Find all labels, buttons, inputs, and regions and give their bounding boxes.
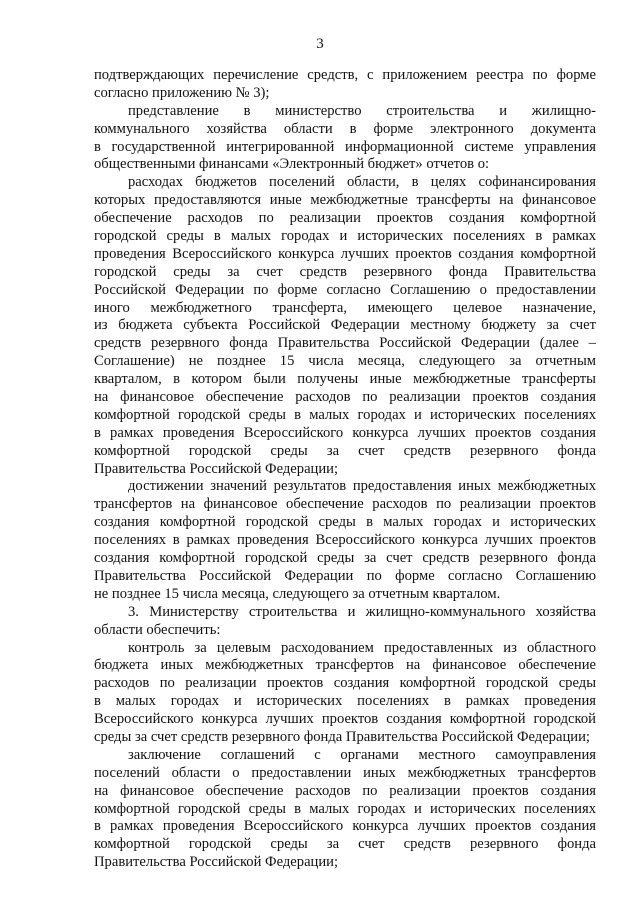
text-line: Правительства Российской Федерации по форме согласно Соглашению (94, 567, 596, 584)
paragraph (94, 103, 596, 175)
text-line: средств резервного фонда Правительства Российской Федерации (далее – (94, 335, 596, 352)
text-line: на финансовое обеспечение расходов по реализации проектов создания (94, 782, 596, 799)
paragraph (94, 478, 596, 603)
text-line: Правительства Российской Федерации; (94, 460, 339, 477)
paragraph (94, 604, 596, 640)
text-line: иного межбюджетного трансферта, имеющего целевое назначение, (94, 299, 596, 316)
paragraph (94, 747, 596, 872)
paragraph (94, 174, 596, 478)
text-line: расходах бюджетов поселений области, в целях софинансирования (128, 174, 596, 191)
text-line: которых предоставляются иные межбюджетные трансферты на финансовое (94, 192, 596, 209)
text-line: достижении значений результатов предоставления иных межбюджетных (128, 478, 596, 495)
text-line: подтверждающих перечисление средств, с приложением реестра по форме (94, 67, 596, 83)
text-line: заключение соглашений с органами местного самоуправления (128, 746, 596, 763)
text-line: городской среды в малых городах и исторических поселениях в рамках (94, 228, 596, 245)
text-line: контроль за целевым расходованием предоставленных из областного (128, 639, 596, 656)
text-line: поселений области о предоставлении иных межбюджетных трансфертов (94, 764, 596, 781)
text-line: коммунального хозяйства области в форме электронного документа (94, 120, 596, 137)
text-line: не позднее 15 числа месяца, следующего за отчетным кварталом. (94, 585, 501, 602)
text-line: комфортной городской среды в малых городах и исторических поселениях (94, 406, 596, 423)
text-line: комфортной городской среды за счет средств резервного фонда (94, 442, 596, 459)
paragraph (94, 67, 596, 103)
text-line: согласно приложению № 3); (94, 84, 270, 101)
text-line: комфортной городской среды за счет средств резервного фонда (94, 836, 596, 853)
document-body (94, 67, 596, 872)
text-line: представление в министерство строительства и жилищно- (128, 102, 596, 119)
page-number: 3 (316, 36, 324, 52)
text-line: в рамках проведения Всероссийского конкурса лучших проектов создания (94, 818, 596, 835)
paragraph (94, 640, 596, 747)
text-line: комфортной городской среды в малых городах и исторических поселениях (94, 800, 596, 817)
text-line: Правительства Российской Федерации; (94, 854, 339, 871)
text-line: Соглашение) не позднее 15 числа месяца, следующего за отчетным (94, 353, 596, 370)
text-line: городской среды за счет средств резервного фонда Правительства (94, 263, 596, 280)
text-line: Российской Федерации по форме согласно Соглашению о предоставлении (94, 281, 596, 298)
text-line: поселениях в рамках проведения Всероссийского конкурса лучших проектов (94, 532, 596, 549)
text-line: среды за счет средств резервного фонда Правительства Российской Федерации; (94, 728, 590, 745)
text-line: создания комфортной городской среды за счет средств резервного фонда (94, 550, 596, 567)
text-line: создания комфортной городской среды в малых городах и исторических (94, 514, 596, 531)
text-line: Всероссийского конкурса лучших проектов создания комфортной городской (94, 711, 596, 728)
text-line: кварталом, в котором были получены иные межбюджетные трансферты (94, 371, 596, 388)
text-line: в малых городах и исторических поселениях в рамках проведения (94, 693, 596, 710)
text-line: в рамках проведения Всероссийского конкурса лучших проектов создания (94, 424, 596, 441)
text-line: расходов по реализации проектов создания комфортной городской среды (94, 675, 596, 692)
text-line: области обеспечить: (94, 621, 221, 638)
text-line: бюджета иных межбюджетных трансфертов на финансовое обеспечение (94, 657, 596, 674)
text-line: 3. Министерству строительства и жилищно-коммунального хозяйства (128, 603, 596, 620)
text-line: на финансовое обеспечение расходов по реализации проектов создания (94, 389, 596, 406)
text-line: обеспечение расходов по реализации проектов создания комфортной (94, 210, 596, 227)
text-line: из бюджета субъекта Российской Федерации местному бюджету за счет (94, 317, 596, 334)
text-line: трансфертов на финансовое обеспечение расходов по реализации проектов (94, 496, 596, 513)
text-line: проведения Всероссийского конкурса лучших проектов создания комфортной (94, 245, 596, 262)
text-line: общественными финансами «Электронный бюджет» отчетов о: (94, 156, 490, 173)
text-line: в государственной интегрированной информационной системе управления (94, 138, 596, 155)
